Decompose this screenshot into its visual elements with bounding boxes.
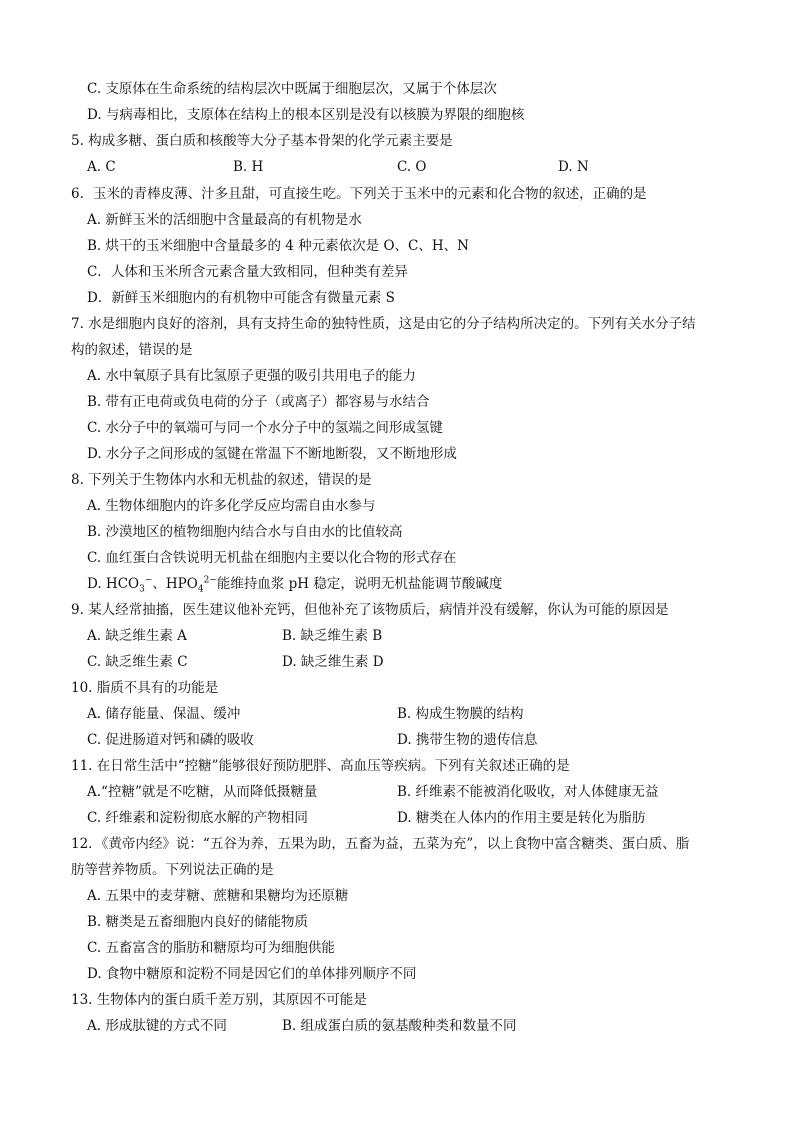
question-7: 7. 水是细胞内良好的溶剂，具有支持生命的独特性质，这是由它的分子结构所决定的。下列有关水分子结 [71, 316, 696, 332]
question-6: 6．玉米的青棒皮薄、汁多且甜，可直接生吃。下列关于玉米中的元素和化合物的叙述，正确的是 [71, 186, 647, 202]
q6-option-a: A. 新鲜玉米的活细胞中含量最高的有机物是水 [87, 212, 362, 228]
q5-option-c: C. O [397, 159, 427, 175]
question-10: 10. 脂质不具有的功能是 [71, 680, 219, 696]
q8-option-c: C. 血红蛋白含铁说明无机盐在细胞内主要以化合物的形式存在 [87, 550, 457, 566]
q10-option-a: A. 储存能量、保温、缓冲 [87, 706, 241, 722]
q8-option-b: B. 沙漠地区的植物细胞内结合水与自由水的比值较高 [87, 524, 403, 540]
q7-option-d: D. 水分子之间形成的氢键在常温下不断地断裂，又不断地形成 [87, 446, 457, 462]
q12-option-c: C. 五畜富含的脂肪和糖原均可为细胞供能 [87, 940, 335, 956]
q9-option-d: D. 缺乏维生素 D [282, 654, 384, 670]
option-line: D. 与病毒相比，支原体在结构上的根本区别是没有以核膜为界限的细胞核 [87, 107, 525, 123]
q5-option-b: B. H [233, 159, 264, 175]
question-7-continued: 构的叙述，错误的是 [71, 342, 193, 358]
q8d-superscript-2: 2− [203, 575, 217, 586]
q5-option-a: A. C [87, 159, 116, 175]
q9-option-c: C. 缺乏维生素 C [87, 654, 188, 670]
q8d-text-pre: D. HCO [87, 576, 140, 592]
q6-option-d: D．新鲜玉米细胞内的有机物中可能含有微量元素 S [87, 290, 395, 306]
q11-option-c: C. 纤维素和淀粉彻底水解的产物相同 [87, 810, 308, 826]
question-13: 13. 生物体内的蛋白质千差万别，其原因不可能是 [71, 992, 367, 1008]
q11-option-b: B. 纤维素不能被消化吸收，对人体健康无益 [397, 784, 659, 800]
q13-option-b: B. 组成蛋白质的氨基酸种类和数量不同 [282, 1018, 517, 1034]
question-11: 11. 在日常生活中“控糖”能够很好预防肥胖、高血压等疾病。下列有关叙述正确的是 [71, 758, 570, 774]
q5-option-d: D. N [558, 159, 589, 175]
q7-option-b: B. 带有正电荷或负电荷的分子（或离子）都容易与水结合 [87, 394, 430, 410]
q8d-subscript-2: 4 [197, 584, 204, 595]
q10-option-b: B. 构成生物膜的结构 [397, 706, 524, 722]
q12-option-a: A. 五果中的麦芽糖、蔗糖和果糖均为还原糖 [87, 888, 349, 904]
q10-option-d: D. 携带生物的遗传信息 [397, 732, 538, 748]
q11-option-a: A.“控糖”就是不吃糖，从而降低摄糖量 [87, 784, 318, 800]
q12-option-b: B. 糖类是五畜细胞内良好的储能物质 [87, 914, 309, 930]
question-8: 8. 下列关于生物体内水和无机盐的叙述，错误的是 [71, 472, 372, 488]
q12-option-d: D. 食物中糖原和淀粉不同是因它们的单体排列顺序不同 [87, 966, 417, 982]
q7-option-c: C. 水分子中的氧端可与同一个水分子中的氢端之间形成氢键 [87, 420, 443, 436]
q6-option-b: B. 烘干的玉米细胞中含量最多的 4 种元素依次是 O、C、H、N [87, 238, 469, 254]
question-5: 5. 构成多糖、蛋白质和核酸等大分子基本骨架的化学元素主要是 [71, 133, 453, 149]
q8d-superscript-1: − [144, 575, 153, 586]
q8d-text-mid: 、HPO [152, 576, 198, 592]
q7-option-a: A. 水中氧原子具有比氢原子更强的吸引共用电子的能力 [87, 368, 416, 384]
q11-option-d: D. 糖类在人体内的作用主要是转化为脂肪 [397, 810, 646, 826]
q13-option-a: A. 形成肽键的方式不同 [87, 1018, 227, 1034]
q6-option-c: C．人体和玉米所含元素含量大致相同，但种类有差异 [87, 264, 408, 280]
q9-option-a: A. 缺乏维生素 A [87, 628, 187, 644]
question-12: 12．《黄帝内经》说：“五谷为养，五果为助，五畜为益，五菜为充”，以上食物中富含糖类、蛋白质、脂 [71, 836, 690, 852]
q9-option-b: B. 缺乏维生素 B [282, 628, 383, 644]
q8-option-a: A. 生物体细胞内的许多化学反应均需自由水参与 [87, 498, 376, 514]
q10-option-c: C. 促进肠道对钙和磷的吸收 [87, 732, 254, 748]
question-12-continued: 肪等营养物质。下列说法正确的是 [71, 862, 274, 878]
q8-option-d [87, 574, 502, 594]
q8d-subscript-1: 3 [139, 584, 145, 595]
question-9: 9. 某人经常抽搐，医生建议他补充钙，但他补充了该物质后，病情并没有缓解，你认为可能的原因是 [71, 602, 669, 618]
q8d-text-post: 能维持血浆 pH 稳定，说明无机盐能调节酸碱度 [216, 576, 503, 592]
option-line: C. 支原体在生命系统的结构层次中既属于细胞层次，又属于个体层次 [87, 81, 497, 97]
